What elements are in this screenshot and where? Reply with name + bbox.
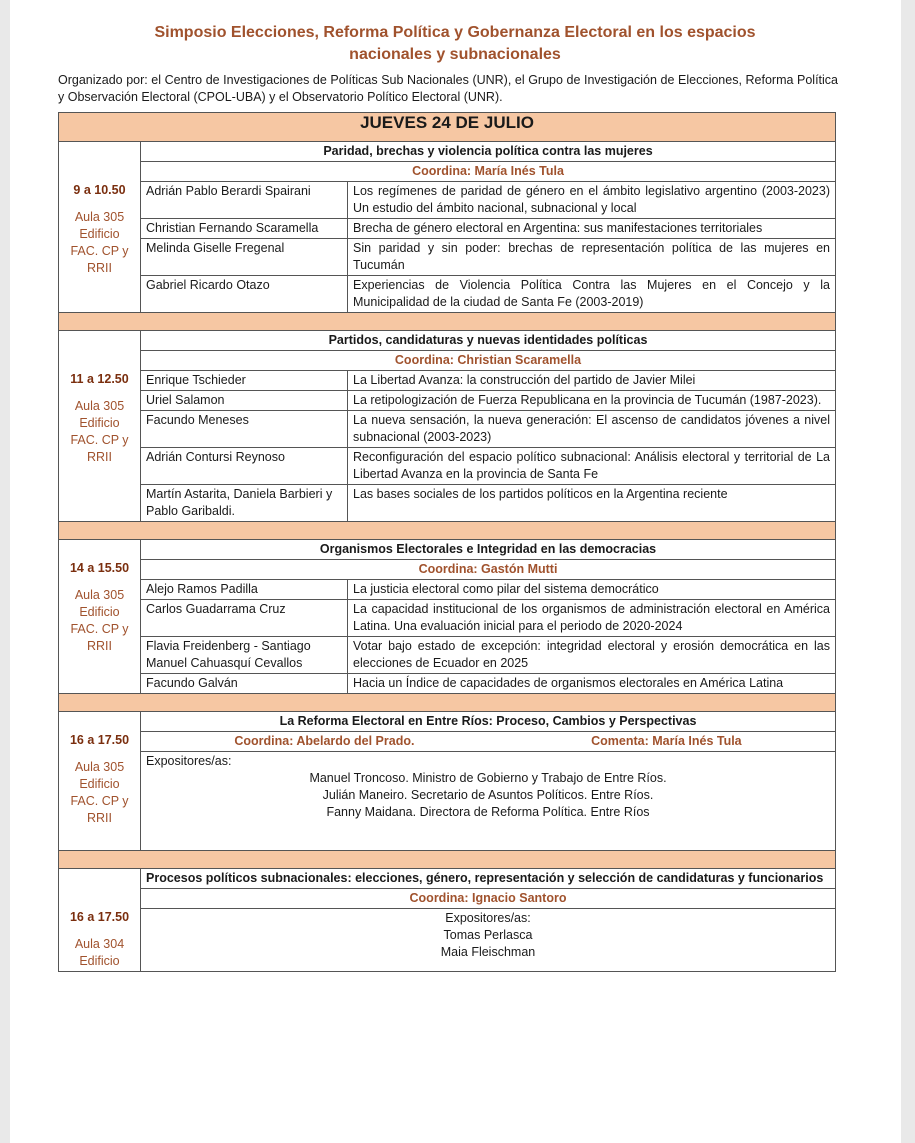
- paper-title: La justicia electoral como pilar del sistema democrático: [348, 580, 836, 600]
- room-line: Edificio: [79, 416, 120, 430]
- panel-time-cell: [59, 869, 141, 972]
- panel-time: 16 a 17.50: [69, 733, 130, 747]
- speaker-name: Flavia Freidenberg - Santiago Manuel Cahuasquí Cevallos: [141, 637, 348, 674]
- speaker-name: Christian Fernando Scaramella: [141, 219, 348, 239]
- expositor: Tomas Perlasca: [443, 928, 533, 942]
- panel-time: 16 a 17.50: [69, 910, 130, 924]
- paper-title: Experiencias de Violencia Política Contra las Mujeres en el Concejo y la Municipalidad de la ciudad de Santa Fe (2003-2019): [348, 276, 836, 313]
- talk-row: [59, 276, 836, 313]
- room-line: FAC. CP y: [70, 622, 129, 636]
- panel-title: Organismos Electorales e Integridad en las democracias: [141, 540, 836, 560]
- panel-coordinator: Coordina: Gastón Mutti: [141, 560, 836, 580]
- expositor: Julián Maneiro. Secretario de Asuntos Políticos. Entre Ríos.: [322, 788, 654, 802]
- organizers-text: Organizado por: el Centro de Investigaciones de Políticas Sub Nacionales (UNR), el Grupo de Investigación de Elecciones, Reforma Política y Observación Electoral (CPOL-UBA) y el Observatorio Político Electoral (UNR).: [58, 73, 838, 104]
- panel-time-cell: [59, 331, 141, 522]
- speaker-name: Carlos Guadarrama Cruz: [141, 600, 348, 637]
- panel-title-row: [59, 869, 836, 889]
- paper-title: Hacia un Índice de capacidades de organismos electorales en América Latina: [348, 674, 836, 694]
- room-line: Aula 305: [74, 588, 125, 602]
- panel-title-row: [59, 712, 836, 732]
- talk-row: [59, 580, 836, 600]
- panel-time: 11 a 12.50: [70, 372, 129, 386]
- schedule-table: [58, 112, 836, 972]
- room-line: FAC. CP y: [70, 244, 129, 258]
- expositores-label: Expositores/as:: [445, 911, 531, 925]
- speaker-name: Martín Astarita, Daniela Barbieri y Pablo Garibaldi.: [141, 485, 348, 522]
- paper-title: La nueva sensación, la nueva generación: El ascenso de candidatos jóvenes a nivel subnacional (2003-2023): [348, 411, 836, 448]
- talk-row: [59, 182, 836, 219]
- paper-title: Sin paridad y sin poder: brechas de representación política de las mujeres en Tucumán: [348, 239, 836, 276]
- title-line-1: Simposio Elecciones, Reforma Política y Gobernanza Electoral en los espacios: [154, 24, 756, 41]
- room-line: Aula 305: [74, 210, 125, 224]
- speaker-name: Enrique Tschieder: [141, 371, 348, 391]
- coordina-row: [59, 732, 836, 752]
- day-header-row: [59, 113, 836, 142]
- panel-coordinator: Coordina: Christian Scaramella: [141, 351, 836, 371]
- room-line: Edificio: [79, 227, 120, 241]
- room-line: Aula 305: [74, 760, 125, 774]
- panel-coordinator: Coordina: Ignacio Santoro: [141, 889, 836, 909]
- expositor: Maia Fleischman: [440, 945, 536, 959]
- speaker-name: Facundo Galván: [141, 674, 348, 694]
- separator-row: [59, 522, 836, 540]
- speaker-name: Uriel Salamon: [141, 391, 348, 411]
- room-line: RRII: [87, 261, 112, 275]
- room-line: Aula 305: [74, 399, 125, 413]
- expositores-list: [146, 770, 830, 821]
- panel-title: Paridad, brechas y violencia política contra las mujeres: [141, 142, 836, 162]
- talk-row: [59, 239, 836, 276]
- talk-row: [59, 219, 836, 239]
- room-line: RRII: [87, 811, 112, 825]
- paper-title: La retipologización de Fuerza Republicana en la provincia de Tucumán (1987-2023).: [348, 391, 836, 411]
- expositores-label: Expositores/as:: [146, 754, 232, 768]
- panel-time: 9 a 10.50: [73, 183, 126, 197]
- coordina-row: [59, 560, 836, 580]
- title-line-2: nacionales y subnacionales: [349, 46, 561, 63]
- talk-row: [59, 674, 836, 694]
- coordina-row: [59, 351, 836, 371]
- room-line: Edificio: [79, 605, 120, 619]
- room-line: FAC. CP y: [70, 794, 129, 808]
- paper-title: La capacidad institucional de los organismos de administración electoral en América Latina. Una evaluación inicial para el periodo de 2020-2024: [348, 600, 836, 637]
- panel-title-row: [59, 331, 836, 351]
- separator-row: [59, 694, 836, 712]
- panel-time-cell: [59, 712, 141, 851]
- panel-room: [64, 398, 135, 466]
- day-header: JUEVES 24 DE JULIO: [59, 113, 836, 142]
- speaker-name: Melinda Giselle Fregenal: [141, 239, 348, 276]
- paper-title: Reconfiguración del espacio político subnacional: Análisis electoral y territorial de La Libertad Avanza en la provincia de Santa Fe: [348, 448, 836, 485]
- panel-coordinator: Coordina: María Inés Tula: [141, 162, 836, 182]
- speaker-name: Adrián Pablo Berardi Spairani: [141, 182, 348, 219]
- talk-row: [59, 371, 836, 391]
- panel-room: [64, 759, 135, 827]
- separator-row: [59, 851, 836, 869]
- panel-title-row: [59, 540, 836, 560]
- separator-row: [59, 313, 836, 331]
- expositor: Manuel Troncoso. Ministro de Gobierno y Trabajo de Entre Ríos.: [309, 771, 667, 785]
- talk-row: [59, 637, 836, 674]
- paper-title: Votar bajo estado de excepción: integridad electoral y erosión democrática en las elecciones de Ecuador en 2025: [348, 637, 836, 674]
- expositores-row: [59, 909, 836, 972]
- room-line: Edificio: [79, 777, 120, 791]
- room-line: Aula 304: [74, 937, 125, 951]
- room-line: RRII: [87, 639, 112, 653]
- speaker-name: Alejo Ramos Padilla: [141, 580, 348, 600]
- paper-title: Los regímenes de paridad de género en el ámbito legislativo argentino (2003-2023) Un estudio del ámbito nacional, subnacional y local: [348, 182, 836, 219]
- speaker-name: Facundo Meneses: [141, 411, 348, 448]
- speaker-name: Gabriel Ricardo Otazo: [141, 276, 348, 313]
- panel-time-cell: [59, 540, 141, 694]
- panel-time-cell: [59, 142, 141, 313]
- panel-title-row: [59, 142, 836, 162]
- talk-row: [59, 485, 836, 522]
- panel-commentator: Comenta: María Inés Tula: [591, 734, 742, 748]
- talk-row: [59, 448, 836, 485]
- panel-room: [64, 936, 135, 970]
- room-line: Edificio: [79, 954, 120, 968]
- document-title: [70, 22, 840, 66]
- talk-row: [59, 391, 836, 411]
- panel-title: Partidos, candidaturas y nuevas identidades políticas: [141, 331, 836, 351]
- panel-time: 14 a 15.50: [69, 561, 130, 575]
- paper-title: Las bases sociales de los partidos políticos en la Argentina reciente: [348, 485, 836, 522]
- panel-coordinator-cell: [141, 732, 836, 752]
- panel-room: [64, 587, 135, 655]
- speaker-name: Adrián Contursi Reynoso: [141, 448, 348, 485]
- paper-title: La Libertad Avanza: la construcción del partido de Javier Milei: [348, 371, 836, 391]
- coordina-row: [59, 162, 836, 182]
- expositores-cell: [141, 752, 836, 851]
- room-line: RRII: [87, 450, 112, 464]
- paper-title: Brecha de género electoral en Argentina: sus manifestaciones territoriales: [348, 219, 836, 239]
- expositores-row: [59, 752, 836, 851]
- expositores-cell: [141, 909, 836, 972]
- talk-row: [59, 600, 836, 637]
- coordina-row: [59, 889, 836, 909]
- panel-room: [64, 209, 135, 277]
- panel-title: Procesos políticos subnacionales: elecciones, género, representación y selección de candidaturas y funcionarios: [141, 869, 836, 889]
- panel-title: La Reforma Electoral en Entre Ríos: Proceso, Cambios y Perspectivas: [141, 712, 836, 732]
- panel-coordinator: Coordina: Abelardo del Prado.: [234, 734, 415, 748]
- talk-row: [59, 411, 836, 448]
- room-line: FAC. CP y: [70, 433, 129, 447]
- expositor: Fanny Maidana. Directora de Reforma Política. Entre Ríos: [326, 805, 650, 819]
